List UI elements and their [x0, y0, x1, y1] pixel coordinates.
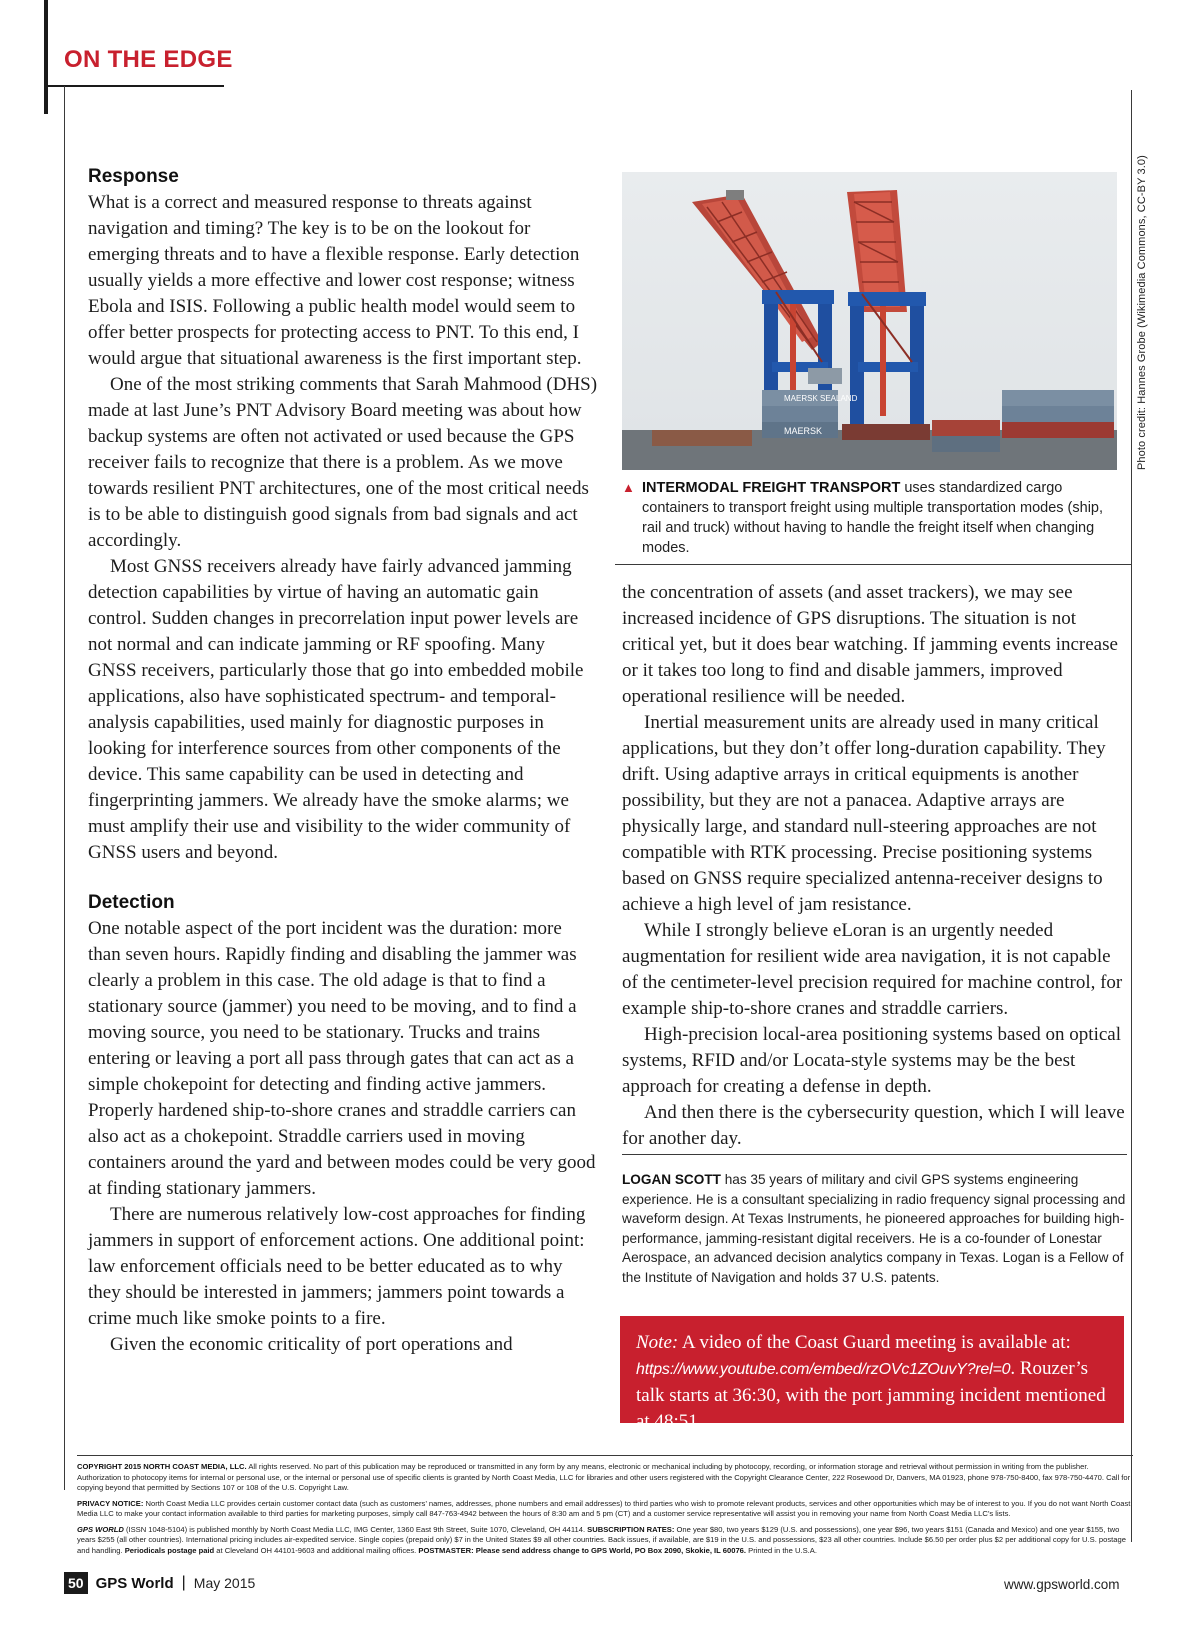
- detection-paragraph-1: One notable aspect of the port incident was the duration: more than seven hours. Rapidly finding and disabling the jammer was clearly a problem in this case. The old adage is that to find a stationary source (jammer) you need to be moving, and to find a moving source, you need to be stationary. Trucks and trains entering or leaving a port all pass through gates that can act as a simple chokepoint for detecting and finding active jammers. Properly hardened ship-to-shore cranes and straddle carriers can also act as a chokepoint. Straddle carriers used in moving containers around the yard and between modes could be very good at finding stationary jammers.: [88, 918, 596, 1199]
- author-bio: [622, 1170, 1127, 1287]
- privacy-notice: PRIVACY NOTICE: North Coast Media LLC provides certain customer contact data (such as customers’ names, addresses, phone numbers and email addresses) to third parties who wish to promote relevant products, services and other opportunities which may be of interest to you. If you do not want North Coast Media LLC to make your contact information available to third parties for marketing purposes, simply call 847-763-4942 between the hours of 8:30 am and 5 pm (CT) and a customer service representative will assist you in removing your name from North Coast Media LLC’s lists.: [77, 1498, 1131, 1518]
- bio-divider: [622, 1154, 1127, 1155]
- page-footer: [64, 1572, 255, 1594]
- left-border-rule: [64, 86, 65, 1490]
- video-link[interactable]: https://www.youtube.com/embed/rzOVc1ZOuvY?rel=0: [636, 1361, 1011, 1378]
- author-name: LOGAN SCOTT: [622, 1172, 721, 1187]
- response-paragraph-3: Most GNSS receivers already have fairly advanced jamming detection capabilities by virtue of having an automatic gain control. Sudden changes in precorrelation input power levels are not normal and can indicate jamming or RF spoofing. Many GNSS receivers, particularly those that go into embedded mobile applications, also have sophisticated spectrum- and temporal-analysis capabilities, used mainly for diagnostic purposes in looking for interference sources from other components of the device. This same capability can be used in detecting and fingerprinting jammers. We already have the smoke alarms; we must amplify their use and visibility to the wider community of GNSS users and beyond.: [88, 556, 584, 863]
- left-column: [88, 164, 598, 1358]
- right-border-rule: [1131, 90, 1132, 1542]
- note-text-1: A video of the Coast Guard meeting is available at:: [678, 1332, 1071, 1353]
- legal-notice: [77, 1455, 1133, 1561]
- caption-lead: INTERMODAL FREIGHT TRANSPORT: [642, 480, 901, 496]
- cranes-photo: [622, 172, 1117, 470]
- issue-date: May 2015: [193, 1575, 256, 1591]
- video-note-box: [620, 1316, 1124, 1432]
- detection-paragraph-3: Given the economic criticality of port operations and: [110, 1334, 513, 1355]
- footer-separator: |: [181, 1574, 186, 1591]
- right-paragraph-4: High-precision local-area positioning systems based on optical systems, RFID and/or Locata-style systems may be the best approach for creating a defense in depth.: [622, 1024, 1121, 1097]
- container-label-1: MAERSK SEALAND: [784, 394, 858, 403]
- author-bio-text: has 35 years of military and civil GPS systems engineering experience. He is a consultant specializing in radio frequency signal processing and waveform design. At Texas Instruments, he pioneered approaches for building high-performance, jamming-resistant digital receivers. He is a co-founder of Lonestar Aerospace, an advanced decision analytics company in Texas. Logan is a Fellow of the Institute of Navigation and holds 37 U.S. patents.: [622, 1172, 1126, 1285]
- right-paragraph-1: the concentration of assets (and asset trackers), we may see increased incidence of GPS disruptions. The situation is not critical yet, but it does bear watching. If jamming events increase or it takes too long to find and disable jammers, improved operational resilience will be needed.: [622, 582, 1118, 707]
- caption-divider: [615, 564, 1131, 565]
- publication-info: GPS WORLD (ISSN 1048-5104) is published monthly by North Coast Media LLC, IMG Center, 1360 East 9th Street, Suite 1070, Cleveland, OH 44114. SUBSCRIPTION RATES: One year $80, two years $129 (U.S. and possessions), one year $96, two years $151 (Canada and Mexico) and one year $155, two years $255 (all other countries). International pricing includes air-expedited service. Single copies (prepaid only) $7 in the United States $9 all other countries. Back issues, if available, are $19 in the U.S. and possessions, $23 all other countries. Include $6.50 per order plus $2 per additional copy for U.S. postage and handling. Periodicals postage paid at Cleveland OH 44101-9603 and additional mailing offices. POSTMASTER: Please send address change to GPS World, PO Box 2090, Skokie, IL 60076. Printed in the U.S.A.: [77, 1524, 1126, 1555]
- response-paragraph-1: What is a correct and measured response to threats against navigation and timing? The key is to be on the lookout for emerging threats and to have a flexible response. Early detection usually yields a more effective and lower cost response; witness Ebola and ISIS. Following a public health model would seem to offer better prospects for protecting access to PNT. To this end, I would argue that situational awareness is the first important step.: [88, 192, 582, 369]
- detection-paragraph-2: There are numerous relatively low-cost approaches for finding jammers in support of enforcement actions. One additional point: law enforcement officials need to be better educated as to why they should be interested in jammers; jammers point towards a crime much like smoke points to a fire.: [88, 1204, 586, 1329]
- copyright-notice: COPYRIGHT 2015 NORTH COAST MEDIA, LLC. All rights reserved. No part of this publication may be reproduced or transmitted in any form by any means, electronic or mechanical including by photocopy, recording, or information storage and retrieval without permission in writing from the publisher. Authorization to photocopy items for internal or personal use, or the internal or personal use of specific clients is granted by North Coast Media, LLC for libraries and other users registered with the Copyright Clearance Center, 222 Rosewood Dr, Danvers, MA 01923, phone 978-750-8400, fax 978-750-4470. Call for copying beyond that permitted by Sections 107 or 108 of the U.S. Copyright Law.: [77, 1462, 1131, 1492]
- response-heading: Response: [88, 166, 179, 187]
- page-number: 50: [64, 1572, 88, 1594]
- right-column: [622, 580, 1127, 1152]
- container-label-2: MAERSK: [784, 426, 823, 436]
- section-label: ON THE EDGE: [64, 46, 233, 73]
- note-label: Note:: [636, 1332, 679, 1353]
- caption-text: uses standardized cargo containers to transport freight using multiple transportation modes (ship, rail and truck) without having to handle the freight itself when changing modes.: [642, 480, 1104, 556]
- magazine-name: GPS World: [95, 1574, 174, 1592]
- note-text-2: . Rouzer’s talk starts at 36:30, with the port jamming incident mentioned at 48:51.: [636, 1358, 1106, 1432]
- photo-caption: [622, 478, 1117, 558]
- cranes-illustration: [622, 172, 1117, 470]
- right-paragraph-5: And then there is the cybersecurity question, which I will leave for another day.: [622, 1102, 1125, 1149]
- vertical-accent-rule: [44, 0, 48, 114]
- caption-triangle-icon: ▲: [622, 480, 635, 495]
- website-link[interactable]: www.gpsworld.com: [1004, 1577, 1120, 1592]
- right-paragraph-2: Inertial measurement units are already used in many critical applications, but they don’t offer long-duration capability. They drift. Using adaptive arrays in critical equipments is another possibility, but they are not a panacea. Adaptive arrays are physically large, and standard null-steering approaches are not compatible with RTK processing. Precise positioning systems based on GNSS require specialized antenna-receiver designs to achieve a high level of jam resistance.: [622, 712, 1106, 915]
- right-paragraph-3: While I strongly believe eLoran is an urgently needed augmentation for resilient wide area navigation, it is not capable of the centimeter-level precision required for machine control, for example ship-to-shore cranes and straddle carriers.: [622, 920, 1123, 1019]
- response-paragraph-2: One of the most striking comments that Sarah Mahmood (DHS) made at last June’s PNT Advisory Board meeting was about how backup systems are often not activated or used because the GPS receiver fails to recognize that there is a problem. As we move towards resilient PNT architectures, one of the most critical needs is to be able to distinguish good signals from bad signals and act accordingly.: [88, 374, 598, 551]
- detection-heading: Detection: [88, 892, 175, 913]
- header-underline-rule: [44, 85, 224, 87]
- photo-credit: Photo credit: Hannes Grobe (Wikimedia Commons, CC-BY 3.0): [1136, 155, 1148, 470]
